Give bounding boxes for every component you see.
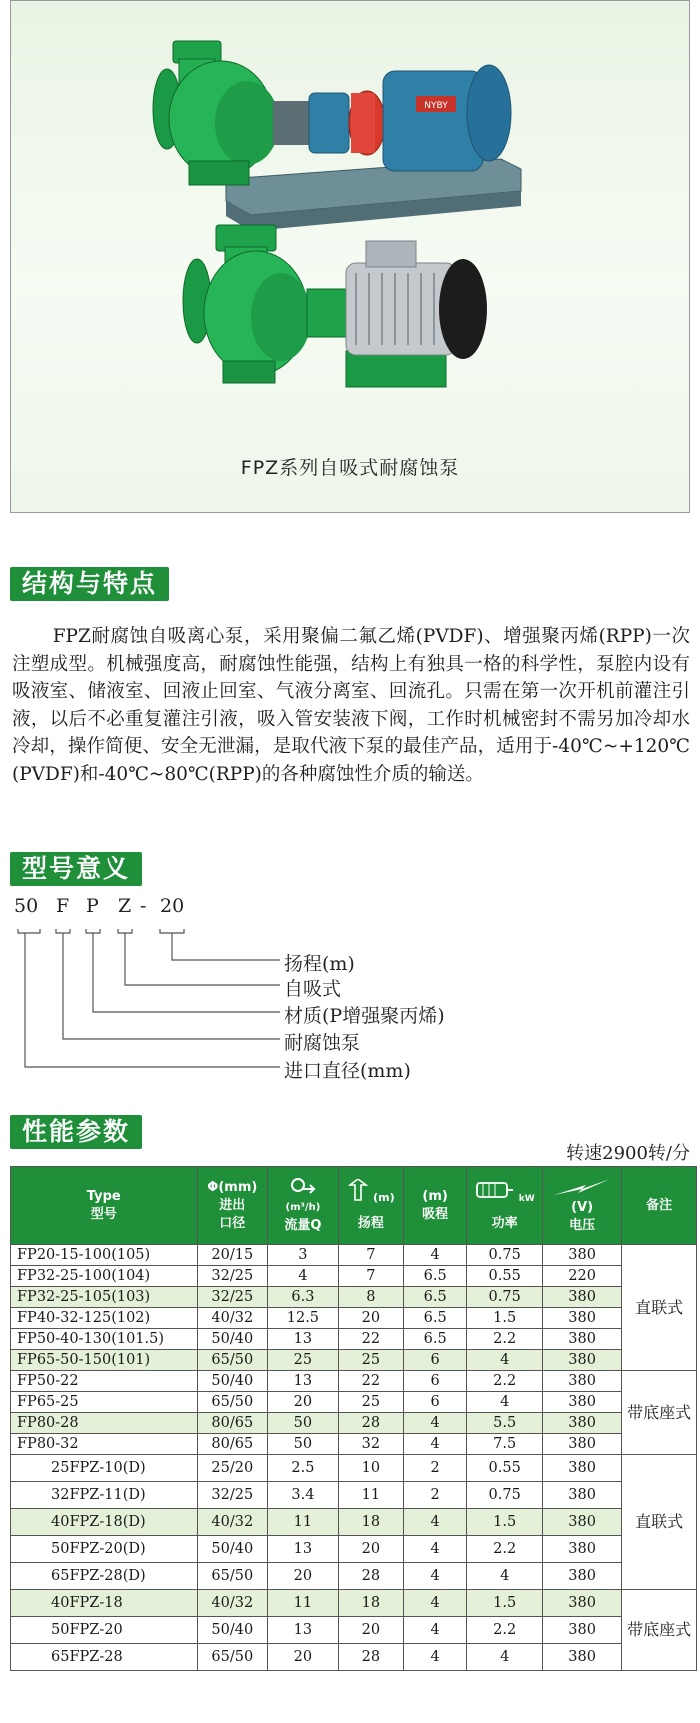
cell-power: 4 [467,1350,543,1371]
table-row [11,1509,697,1536]
cell-diameter: 32/25 [197,1287,268,1308]
table-row [11,1371,697,1392]
cell-suction: 6 [404,1371,467,1392]
cell-voltage: 380 [543,1287,622,1308]
legend-corrosion: 耐腐蚀泵 [284,1032,361,1054]
legend-material: 材质(P增强聚丙烯) [284,1005,445,1027]
pump-illustration [11,1,690,513]
cell-voltage: 380 [543,1455,622,1482]
cell-type: FP50-22 [11,1371,198,1392]
table-row [11,1392,697,1413]
cell-diameter: 50/40 [197,1371,268,1392]
table-row [11,1308,697,1329]
cell-head: 28 [338,1413,403,1434]
code-part-dash: - [140,895,147,917]
cell-note: 带底座式 [622,1590,697,1671]
cell-suction: 4 [404,1434,467,1455]
cell-type: FP20-15-100(105) [11,1245,198,1266]
cell-power: 1.5 [467,1308,543,1329]
cell-suction: 4 [404,1413,467,1434]
cell-diameter: 32/25 [197,1482,268,1509]
cell-voltage: 380 [543,1434,622,1455]
cell-type: 65FPZ-28(D) [11,1563,198,1590]
cell-flow: 50 [268,1434,339,1455]
code-part-corrosion: F [56,895,70,917]
cell-voltage: 380 [543,1308,622,1329]
section-title-model: 型号意义 [10,852,142,886]
speed-note: 转速2900转/分 [566,1143,690,1164]
cell-type: FP50-40-130(101.5) [11,1329,198,1350]
cell-suction: 6.5 [404,1308,467,1329]
table-row [11,1287,697,1308]
col-head: (m) 扬程 [338,1167,403,1245]
cell-flow: 20 [268,1563,339,1590]
cell-voltage: 380 [543,1329,622,1350]
cell-diameter: 40/32 [197,1590,268,1617]
motor-badge-text: NYBY [424,101,448,111]
product-caption: FPZ系列自吸式耐腐蚀泵 [240,457,460,479]
cell-head: 11 [338,1482,403,1509]
cell-voltage: 380 [543,1245,622,1266]
cell-type: FP32-25-100(104) [11,1266,198,1287]
cell-power: 5.5 [467,1413,543,1434]
cell-diameter: 65/50 [197,1644,268,1671]
col-suction: (m) 吸程 [404,1167,467,1245]
cell-power: 2.2 [467,1536,543,1563]
cell-head: 25 [338,1350,403,1371]
code-part-diameter: 50 [14,895,39,917]
cell-power: 4 [467,1563,543,1590]
col-type: Type 型号 [11,1167,198,1245]
cell-head: 7 [338,1245,403,1266]
cell-diameter: 50/40 [197,1329,268,1350]
motor-icon: kW [467,1179,542,1201]
cell-type: 32FPZ-11(D) [11,1482,198,1509]
cell-head: 18 [338,1590,403,1617]
cell-voltage: 380 [543,1392,622,1413]
cell-head: 22 [338,1329,403,1350]
cell-voltage: 380 [543,1644,622,1671]
cell-power: 0.75 [467,1245,543,1266]
table-row [11,1455,697,1482]
cell-diameter: 80/65 [197,1434,268,1455]
col-power: kW 功率 [467,1167,543,1245]
cell-type: FP32-25-105(103) [11,1287,198,1308]
table-row [11,1434,697,1455]
cell-suction: 4 [404,1536,467,1563]
cell-head: 18 [338,1509,403,1536]
cell-head: 8 [338,1287,403,1308]
cell-diameter: 25/20 [197,1455,268,1482]
cell-voltage: 380 [543,1413,622,1434]
cell-suction: 4 [404,1509,467,1536]
section-title-performance: 性能参数 [10,1115,142,1149]
col-voltage: (V) 电压 [543,1167,622,1245]
cell-head: 28 [338,1644,403,1671]
table-row [11,1413,697,1434]
cell-voltage: 220 [543,1266,622,1287]
cell-type: 50FPZ-20(D) [11,1536,198,1563]
cell-flow: 11 [268,1509,339,1536]
cell-suction: 4 [404,1590,467,1617]
code-part-head: 20 [160,895,185,917]
cell-power: 0.75 [467,1482,543,1509]
table-row [11,1329,697,1350]
cell-diameter: 65/50 [197,1350,268,1371]
product-description: FPZ耐腐蚀自吸离心泵，采用聚偏二氟乙烯(PVDF)、增强聚丙烯(RPP)一次注塑成型。机械强度高，耐腐蚀性能强，结构上有独具一格的科学性，泵腔内设有吸液室、储液室、回液止回室、气液分离室、回流孔。只需在第一次开机前灌注引液，以后不必重复灌注引液，吸入管安装液下阀，工作时机械密封不需另加冷却水冷却，操作简便、安全无泄漏，是取代液下泵的最佳产品，适用于-40℃~+120℃(PVDF)和-40℃~80℃(RPP)的各种腐蚀性介质的输送。 [12,626,690,785]
cell-flow: 13 [268,1329,339,1350]
cell-power: 1.5 [467,1590,543,1617]
model-code-diagram [0,895,700,1095]
cell-suction: 6 [404,1392,467,1413]
cell-type: FP80-32 [11,1434,198,1455]
cell-diameter: 40/32 [197,1308,268,1329]
cell-note: 直联式 [622,1245,697,1371]
flow-icon [268,1177,338,1199]
cell-type: FP65-25 [11,1392,198,1413]
cell-head: 20 [338,1536,403,1563]
cell-voltage: 380 [543,1617,622,1644]
cell-suction: 2 [404,1455,467,1482]
cell-suction: 2 [404,1482,467,1509]
cell-flow: 12.5 [268,1308,339,1329]
cell-note: 带底座式 [622,1371,697,1455]
legend-head: 扬程(m) [284,953,355,975]
cell-suction: 4 [404,1245,467,1266]
col-note: 备注 [622,1167,697,1245]
cell-power: 4 [467,1644,543,1671]
cell-type: FP80-28 [11,1413,198,1434]
cell-head: 28 [338,1563,403,1590]
cell-suction: 4 [404,1563,467,1590]
cell-power: 0.75 [467,1287,543,1308]
cell-voltage: 380 [543,1350,622,1371]
cell-head: 20 [338,1308,403,1329]
cell-flow: 3 [268,1245,339,1266]
cell-type: 50FPZ-20 [11,1617,198,1644]
table-row [11,1482,697,1509]
cell-diameter: 80/65 [197,1413,268,1434]
cell-suction: 6.5 [404,1329,467,1350]
table-row [11,1350,697,1371]
cell-note: 直联式 [622,1455,697,1590]
code-part-material: P [86,895,99,917]
cell-diameter: 40/32 [197,1509,268,1536]
cell-power: 1.5 [467,1509,543,1536]
cell-type: 25FPZ-10(D) [11,1455,198,1482]
cell-flow: 13 [268,1536,339,1563]
cell-flow: 25 [268,1350,339,1371]
cell-head: 20 [338,1617,403,1644]
cell-voltage: 380 [543,1482,622,1509]
cell-flow: 13 [268,1617,339,1644]
cell-type: 65FPZ-28 [11,1644,198,1671]
cell-head: 10 [338,1455,403,1482]
cell-power: 0.55 [467,1455,543,1482]
cell-type: FP65-50-150(101) [11,1350,198,1371]
cell-power: 2.2 [467,1617,543,1644]
cell-diameter: 50/40 [197,1617,268,1644]
cell-type: 40FPZ-18 [11,1590,198,1617]
section-title-structure: 结构与特点 [10,567,169,601]
cell-suction: 4 [404,1617,467,1644]
cell-diameter: 65/50 [197,1563,268,1590]
table-row [11,1266,697,1287]
cell-head: 22 [338,1371,403,1392]
cell-flow: 20 [268,1392,339,1413]
cell-flow: 4 [268,1266,339,1287]
col-diameter: Φ(mm) 进出 口径 [197,1167,268,1245]
cell-flow: 20 [268,1644,339,1671]
table-row [11,1590,697,1617]
cell-suction: 6 [404,1350,467,1371]
cell-flow: 11 [268,1590,339,1617]
table-row [11,1245,697,1266]
cell-power: 0.55 [467,1266,543,1287]
cell-flow: 6.3 [268,1287,339,1308]
cell-power: 4 [467,1392,543,1413]
cell-voltage: 380 [543,1590,622,1617]
cell-diameter: 65/50 [197,1392,268,1413]
cell-suction: 6.5 [404,1266,467,1287]
table-row [11,1563,697,1590]
cell-flow: 50 [268,1413,339,1434]
cell-diameter: 20/15 [197,1245,268,1266]
cell-type: FP40-32-125(102) [11,1308,198,1329]
cell-power: 7.5 [467,1434,543,1455]
table-row [11,1617,697,1644]
cell-flow: 13 [268,1371,339,1392]
code-part-selfpriming: Z [118,895,132,917]
cell-voltage: 380 [543,1563,622,1590]
cell-voltage: 380 [543,1371,622,1392]
product-image-panel [10,0,690,513]
table-row [11,1536,697,1563]
performance-table-body [11,1245,697,1671]
table-row [11,1644,697,1671]
col-flow: (m³/h) 流量Q [268,1167,339,1245]
cell-power: 2.2 [467,1329,543,1350]
cell-power: 2.2 [467,1371,543,1392]
cell-voltage: 380 [543,1536,622,1563]
cell-flow: 3.4 [268,1482,339,1509]
lightning-icon [543,1177,621,1199]
performance-table [10,1166,697,1671]
head-arrow-icon: (m) [339,1179,403,1201]
cell-suction: 6.5 [404,1287,467,1308]
cell-type: 40FPZ-18(D) [11,1509,198,1536]
cell-head: 7 [338,1266,403,1287]
cell-head: 25 [338,1392,403,1413]
legend-diameter: 进口直径(mm) [284,1060,411,1082]
cell-diameter: 50/40 [197,1536,268,1563]
table-header-row [11,1167,697,1245]
cell-suction: 4 [404,1644,467,1671]
cell-voltage: 380 [543,1509,622,1536]
cell-head: 32 [338,1434,403,1455]
cell-diameter: 32/25 [197,1266,268,1287]
legend-selfpriming: 自吸式 [284,978,342,1000]
cell-flow: 2.5 [268,1455,339,1482]
